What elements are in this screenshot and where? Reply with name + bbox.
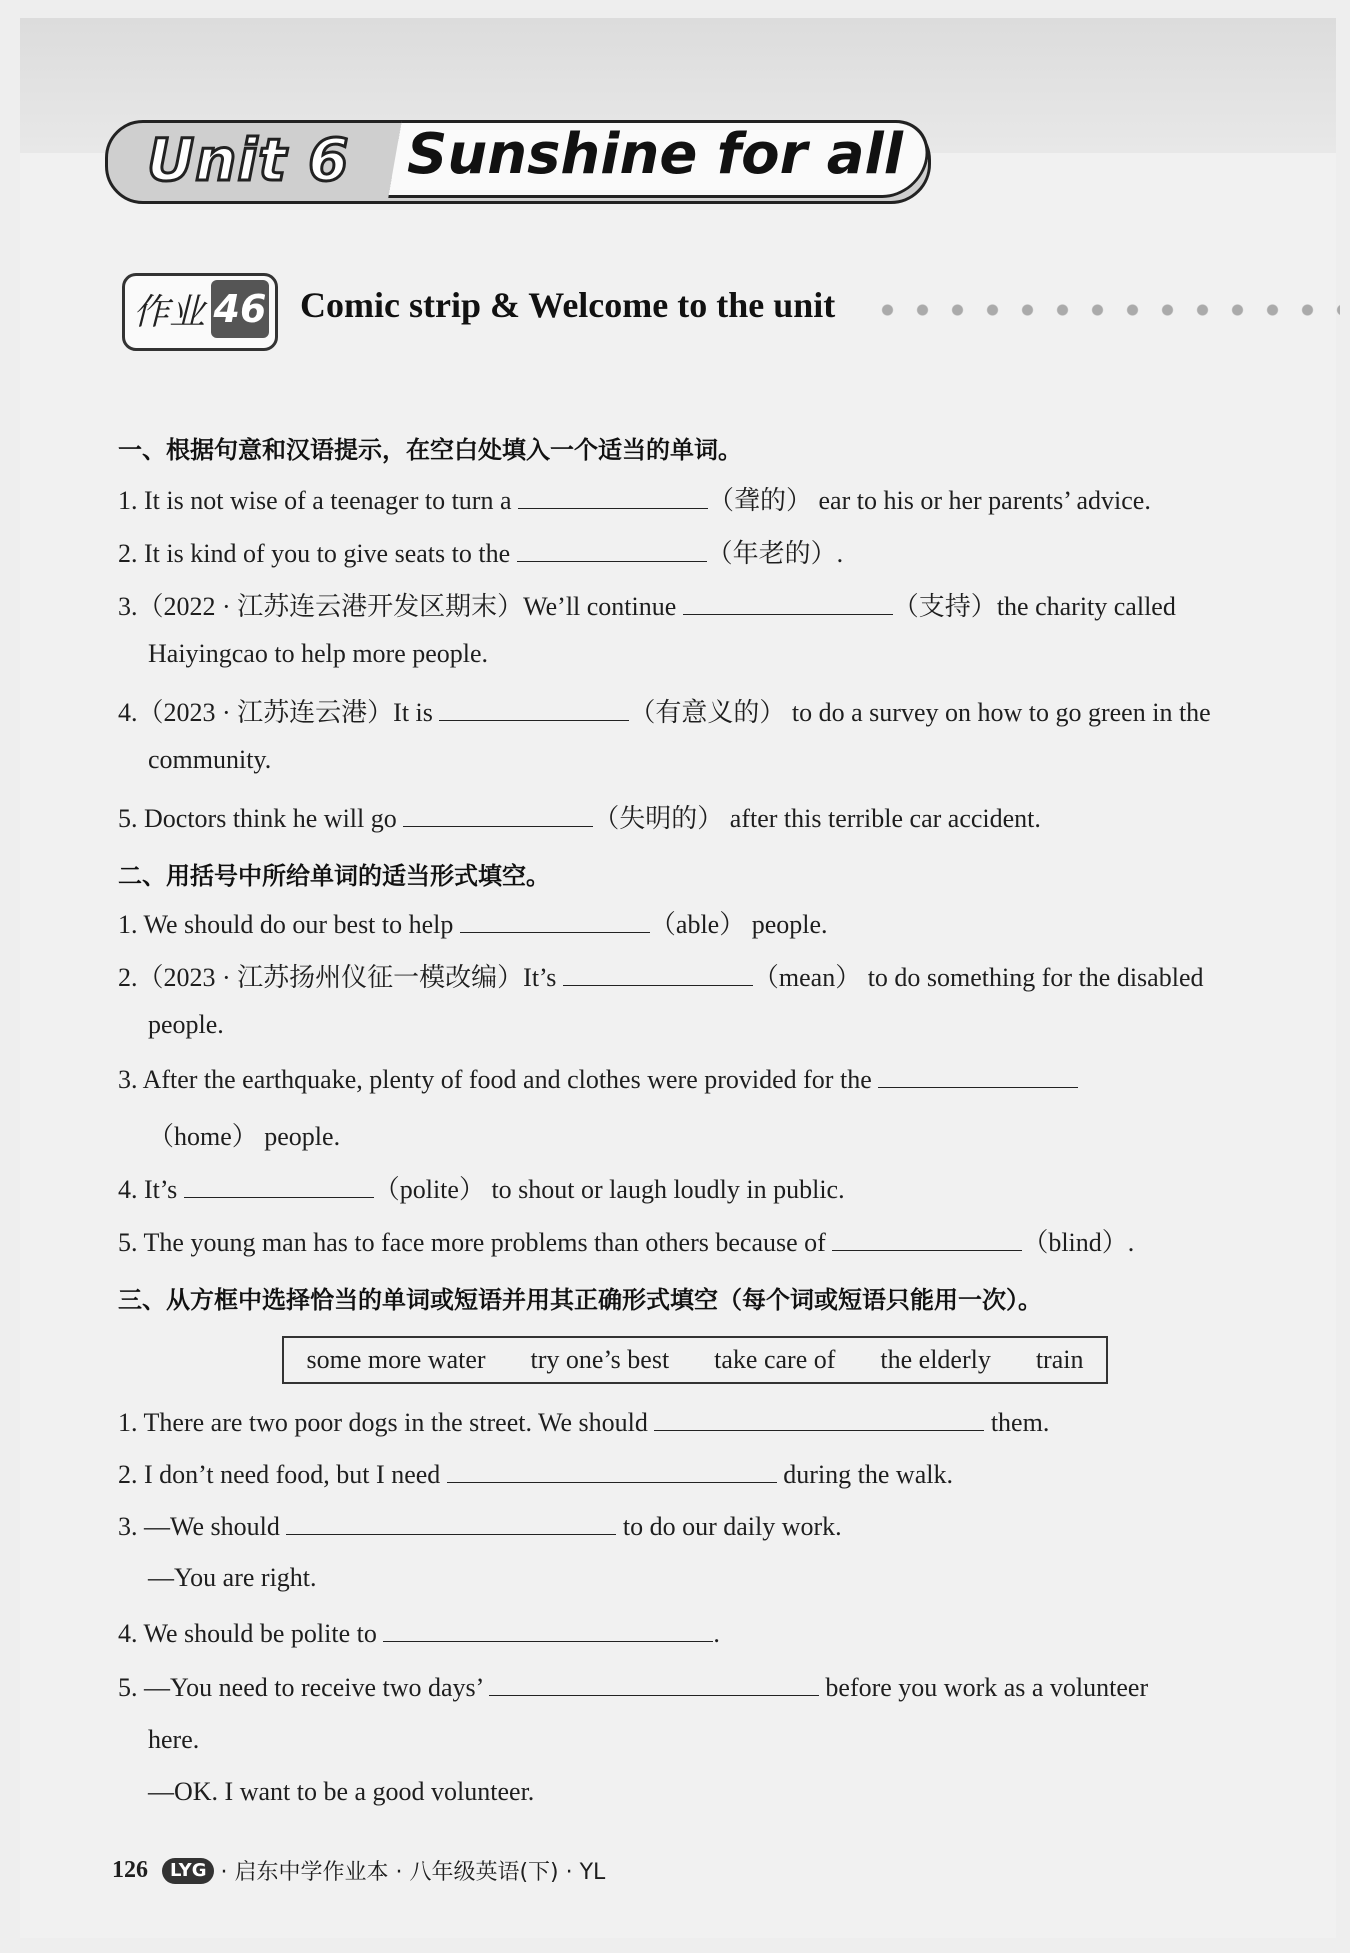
answer-blank[interactable] [460, 908, 650, 933]
s3-item-5-cont: here. [148, 1725, 200, 1754]
word-bank-item: the elderly [880, 1345, 991, 1374]
s3-item-1 [118, 1406, 1049, 1438]
s1-item-2-hint: （年老的）. [706, 539, 844, 568]
s3-item-4-pre: 4. We should be polite to [118, 1619, 384, 1648]
answer-blank[interactable] [832, 1226, 1022, 1251]
answer-blank[interactable] [439, 696, 629, 721]
section1-heading: 一、根据句意和汉语提示，在空白处填入一个适当的单词。 [118, 436, 742, 464]
page-number: 126 [112, 1857, 148, 1883]
unit-label: Unit 6 [147, 126, 350, 194]
s2-item-5-pre: 5. The young man has to face more problems than others because of [118, 1228, 833, 1257]
unit-banner [105, 112, 925, 204]
s1-item-5-post: after this terrible car accident. [723, 804, 1041, 833]
s1-item-4-pre: 4.（2023 · 江苏连云港）It is [118, 698, 440, 727]
section3-heading: 三、从方框中选择恰当的单词或短语并用其正确形式填空（每个词或短语只能用一次）。 [118, 1286, 1042, 1314]
answer-blank[interactable] [383, 1617, 713, 1642]
s1-item-3 [118, 586, 1176, 623]
answer-blank[interactable] [683, 590, 893, 615]
lesson-badge [122, 273, 278, 351]
s1-item-1-post: ear to his or her parents’ advice. [812, 486, 1151, 515]
s2-item-1-post: people. [745, 910, 828, 939]
s1-item-3-pre: 3.（2022 · 江苏连云港开发区期末）We’ll continue [118, 592, 683, 621]
answer-blank[interactable] [654, 1406, 984, 1431]
s2-item-2-pre: 2.（2023 · 江苏扬州仪征一模改编）It’s [118, 963, 563, 992]
s1-item-1-hint: （聋的） [708, 486, 813, 515]
s1-item-4-post: to do a survey on how to go green in the [785, 698, 1211, 727]
s3-item-5 [118, 1671, 1148, 1703]
page-footer [112, 1855, 605, 1886]
answer-blank[interactable] [403, 802, 593, 827]
s3-item-3-post: to do our daily work. [616, 1512, 842, 1541]
s1-item-3-post: the charity called [996, 592, 1176, 621]
lesson-number: 46 [211, 280, 269, 338]
s1-item-2 [118, 533, 843, 570]
s1-item-5-pre: 5. Doctors think he will go [118, 804, 404, 833]
s1-item-5 [118, 798, 1041, 835]
s1-item-5-hint: （失明的） [593, 804, 724, 833]
word-bank-box [282, 1336, 1108, 1384]
word-bank-item: take care of [714, 1345, 836, 1374]
s3-item-5-post: before you work as a volunteer [818, 1673, 1149, 1702]
s3-item-3-cont: —You are right. [148, 1563, 317, 1592]
s3-item-4-post: . [713, 1619, 720, 1648]
answer-blank[interactable] [563, 961, 753, 986]
answer-blank[interactable] [518, 484, 708, 509]
answer-blank[interactable] [447, 1458, 777, 1483]
s2-item-2-hint: （mean） [752, 963, 862, 992]
s2-item-3 [118, 1063, 1078, 1095]
s3-item-5-pre: 5. —You need to receive two days’ [118, 1673, 489, 1702]
s2-item-3-cont: （home） people. [148, 1122, 341, 1151]
s2-item-5 [118, 1222, 1134, 1259]
s2-item-4-hint: （polite） [373, 1175, 485, 1204]
footer-book-title: · 启东中学作业本 · 八年级英语(下) · YL [220, 1860, 606, 1885]
dotted-divider [870, 304, 1340, 316]
s2-item-2-cont: people. [148, 1010, 224, 1039]
s3-item-3 [118, 1510, 842, 1542]
s2-item-4-pre: 4. It’s [118, 1175, 184, 1204]
word-bank-item: try one’s best [530, 1345, 670, 1374]
s3-item-2 [118, 1458, 953, 1490]
s2-item-4-post: to shout or laugh loudly in public. [484, 1175, 845, 1204]
s1-item-4 [118, 692, 1211, 729]
answer-blank[interactable] [286, 1510, 616, 1535]
lyg-badge: LYG [162, 1858, 214, 1884]
s2-item-4 [118, 1169, 845, 1206]
s1-item-2-pre: 2. It is kind of you to give seats to the [118, 539, 517, 568]
s1-item-1 [118, 480, 1151, 517]
s2-item-3-pre: 3. After the earthquake, plenty of food and clothes were provided for the [118, 1065, 879, 1094]
s2-item-2-post: to do something for the disabled [861, 963, 1204, 992]
lesson-title: Comic strip & Welcome to the unit [300, 285, 836, 325]
s1-item-4-cont: community. [148, 745, 272, 774]
s1-item-3-hint: （支持） [892, 592, 997, 621]
s3-item-3-pre: 3. —We should [118, 1512, 287, 1541]
s2-item-1-hint: （able） [649, 910, 746, 939]
answer-blank[interactable] [878, 1063, 1078, 1088]
answer-blank[interactable] [184, 1173, 374, 1198]
s2-item-2 [118, 957, 1203, 994]
section2-heading: 二、用括号中所给单词的适当形式填空。 [118, 862, 550, 890]
s3-item-1-post: them. [984, 1408, 1050, 1437]
answer-blank[interactable] [517, 537, 707, 562]
s1-item-3-cont: Haiyingcao to help more people. [148, 639, 489, 668]
s3-item-1-pre: 1. There are two poor dogs in the street. We should [118, 1408, 655, 1437]
s1-item-4-hint: （有意义的） [629, 698, 786, 727]
s2-item-1-pre: 1. We should do our best to help [118, 910, 460, 939]
answer-blank[interactable] [489, 1671, 819, 1696]
word-bank-item: train [1035, 1345, 1084, 1374]
s3-item-4 [118, 1617, 720, 1649]
s1-item-1-pre: 1. It is not wise of a teenager to turn a [118, 486, 518, 515]
s3-item-2-post: during the walk. [776, 1460, 953, 1489]
s3-item-2-pre: 2. I don’t need food, but I need [118, 1460, 447, 1489]
word-bank-item: some more water [306, 1345, 486, 1374]
s3-item-5-cont2: —OK. I want to be a good volunteer. [148, 1777, 535, 1806]
s2-item-1 [118, 904, 828, 941]
unit-title: Sunshine for all [407, 122, 903, 187]
lesson-badge-label: 作业 [133, 292, 206, 333]
s2-item-5-hint: （blind）. [1022, 1228, 1135, 1257]
